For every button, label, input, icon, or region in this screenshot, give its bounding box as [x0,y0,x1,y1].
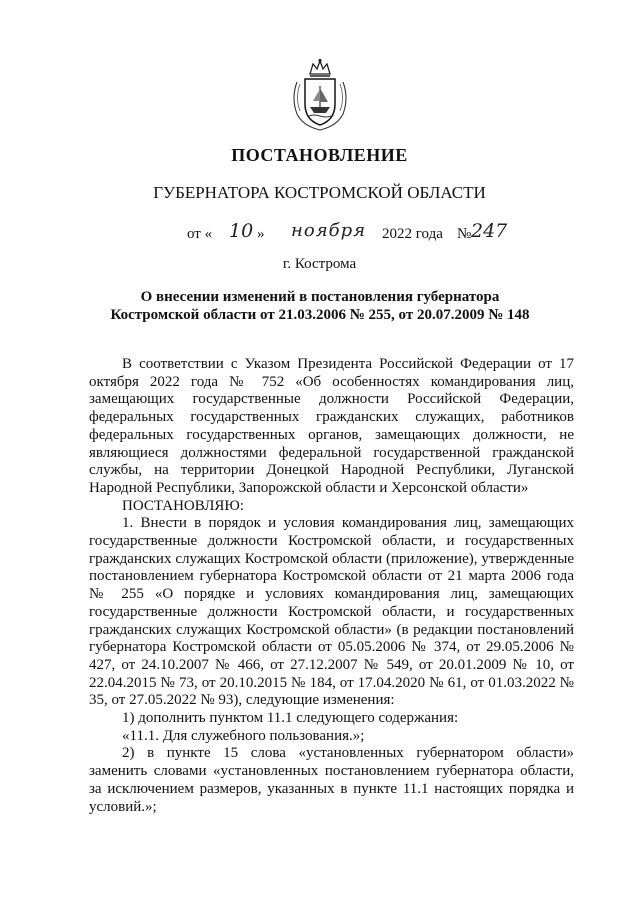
resolve-paragraph: ПОСТАНОВЛЯЮ: [122,497,244,514]
preamble-paragraph: В соответствии с Указом Президента Российской Федерации от 17 октября 2022 года № 752 «Об особенностях командирования лиц, замещающих государственные должности Российской Федерации, федеральных государственных гражданских служащих, работников федеральных государственных органов, замещающих должности, не являющиеся должностями федеральной государственной гражданской службы, на территории Донецкой Народной Республики, Луганской Народной Республики, Запорожской области и Херсонской области» [89,356,574,496]
item-1-paragraph: 1. Внести в порядок и условия командирования лиц, замещающих государственные должности Костромской области, и государственных гражданских служащих Костромской области (приложение), утвержденные постановлением губернатора Костромской области от 21 марта 2006 года № 255 «О порядке и условиях командирования лиц, замещающих государственные должности Костромской области, и государственных гражданских служащих Костромской области» (в редакции постановлений губернатора Костромской области от 05.05.2006 № 374, от 29.05.2006 № 427, от 24.10.2007 № 466, от 27.12.2007 № 549, от 20.01.2009 № 10, от 22.04.2015 № 73, от 20.10.2015 № 184, от 17.04.2020 № 61, от 01.03.2022 № 35, от 27.05.2022 № 93), следующие изменения: [89,515,574,709]
subitem-1-paragraph: 1) дополнить пунктом 11.1 следующего содержания: [122,710,459,727]
document-issuer: ГУБЕРНАТОРА КОСТРОМСКОЙ ОБЛАСТИ [153,183,486,202]
quoted-clause-paragraph: «11.1. Для служебного пользования.»; [122,727,365,744]
document-heading: О внесении изменений в постановления губернатора Костромской области от 21.03.2006 № 255, от 20.07.2009 № 148 [110,289,530,323]
date-year: 2022 года [382,226,443,242]
document-body [89,356,574,816]
coat-of-arms-icon [289,58,351,132]
date-month: ноября [291,220,367,241]
quote-close: » [257,226,265,242]
city: г. Кострома [282,256,357,272]
date-day: 10 [229,220,254,242]
subitem-2-paragraph: 2) в пункте 15 слова «установленных губернатором области» заменить словами «установленных постановлением губернатора области, за исключением размеров, указанных в пункте 11.1 настоящих порядка и условий.»; [89,745,574,815]
date-prefix: от « [187,226,213,242]
document-number: 247 [471,220,508,242]
number-label: № [457,226,472,242]
document-title: ПОСТАНОВЛЕНИЕ [231,145,408,165]
